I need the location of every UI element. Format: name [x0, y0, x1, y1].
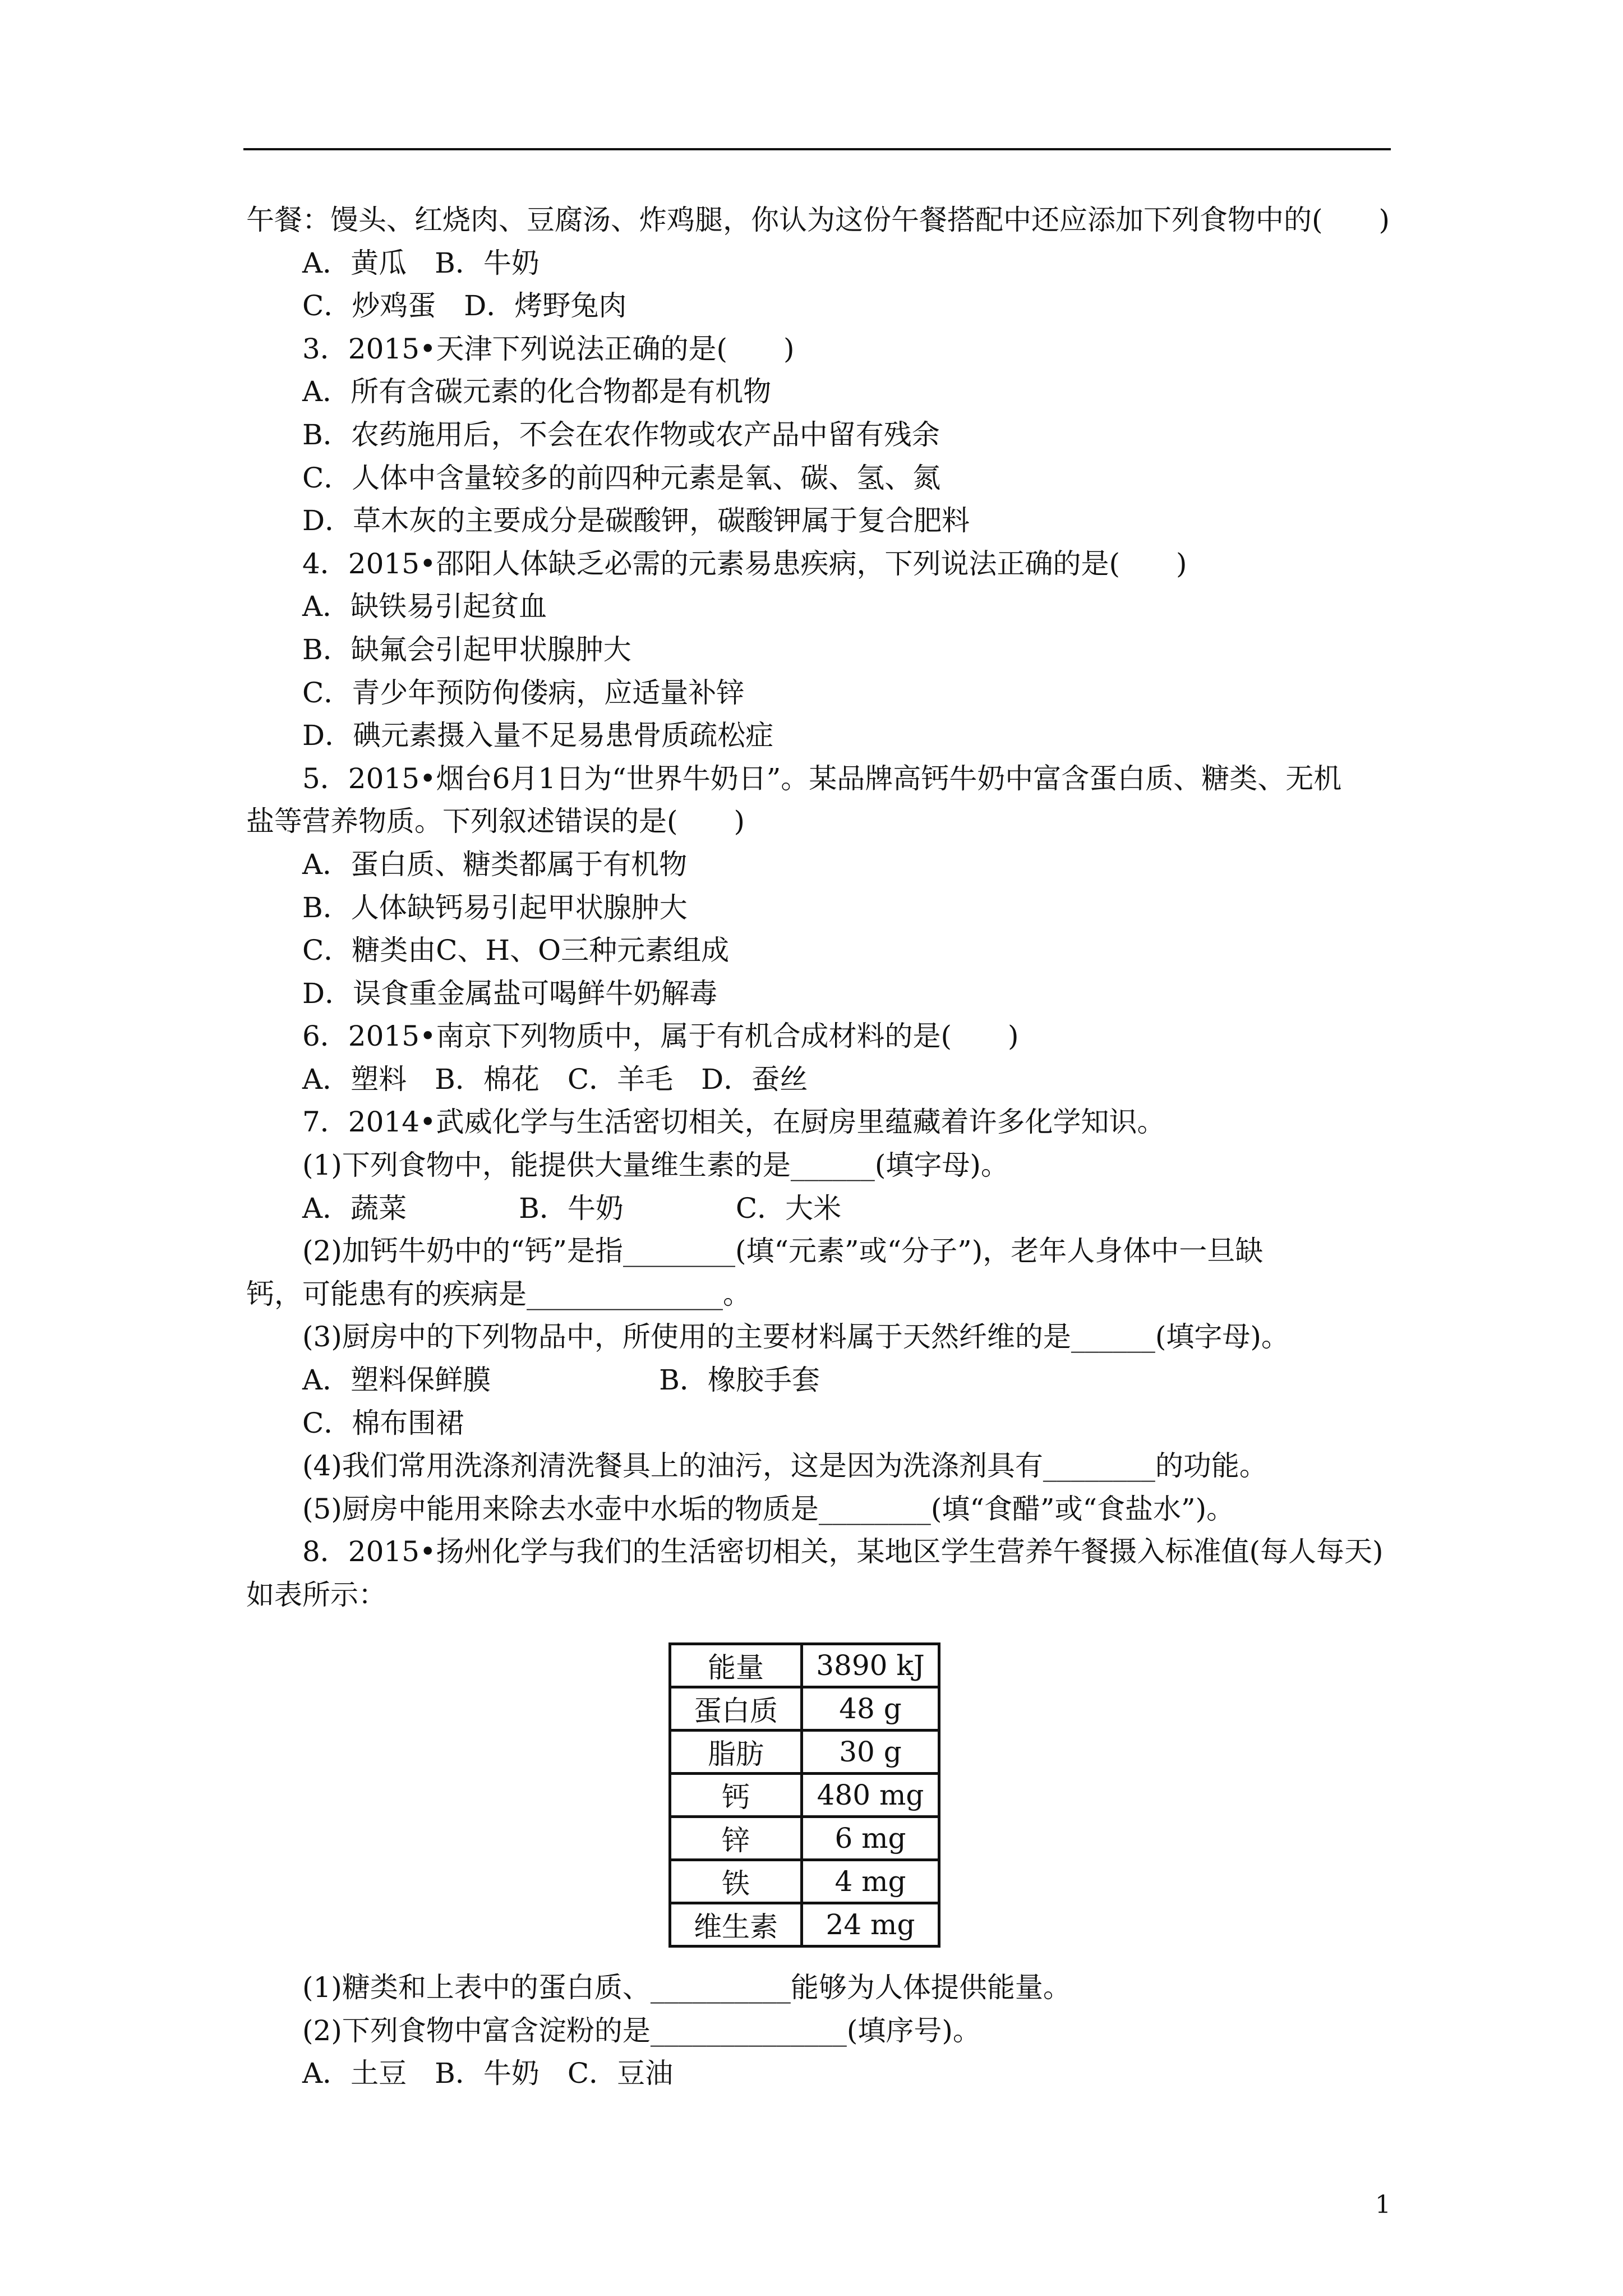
table-row: [670, 1687, 939, 1731]
text-line: B．缺氟会引起甲状腺肿大: [302, 633, 631, 666]
text-line: C．糖类由C、H、O三种元素组成: [302, 934, 730, 967]
text-line: 盐等营养物质。下列叙述错误的是( ): [246, 805, 745, 838]
text-line: D．碘元素摄入量不足易患骨质疏松症: [302, 719, 774, 752]
text-line: 4．2015•邵阳人体缺乏必需的元素易患疾病，下列说法正确的是( ): [302, 547, 1187, 580]
text-line: (2)加钙牛奶中的“钙”是指________(填“元素”或“分子”)，老年人身体中一旦缺: [302, 1235, 1264, 1268]
nutrient-name: 脂肪: [670, 1731, 802, 1774]
question-text: [246, 199, 1396, 1617]
nutrient-name: 钙: [670, 1774, 802, 1817]
nutrient-value: 48 g: [802, 1687, 939, 1731]
text-line: D．误食重金属盐可喝鲜牛奶解毒: [302, 977, 718, 1010]
text-line: 8．2015•扬州化学与我们的生活密切相关，某地区学生营养午餐摄入标准值(每人每天): [302, 1535, 1384, 1568]
text-line: A．所有含碳元素的化合物都是有机物: [302, 375, 772, 408]
text-line: B．人体缺钙易引起甲状腺肿大: [302, 891, 688, 924]
text-line: 午餐：馒头、红烧肉、豆腐汤、炸鸡腿，你认为这份午餐搭配中还应添加下列食物中的( ): [246, 204, 1390, 236]
nutrition-standard-table: [668, 1642, 940, 1948]
text-line: A．蛋白质、糖类都属于有机物: [302, 848, 688, 881]
text-line: B．农药施用后，不会在农作物或农产品中留有残余: [302, 418, 940, 451]
text-line: (2)下列食物中富含淀粉的是______________(填序号)。: [302, 2014, 981, 2047]
nutrient-name: 锌: [670, 1817, 802, 1860]
text-line: 钙，可能患有的疾病是______________。: [246, 1277, 751, 1310]
nutrient-name: 维生素: [670, 1903, 802, 1947]
nutrient-name: 能量: [670, 1644, 802, 1687]
header-rule: [243, 148, 1391, 150]
text-line: C．青少年预防佝偻病，应适量补锌: [302, 676, 745, 709]
text-line: (4)我们常用洗涤剂清洗餐具上的油污，这是因为洗涤剂具有________的功能。: [302, 1450, 1267, 1483]
text-line: (5)厨房中能用来除去水壶中水垢的物质是________(填“食醋”或“食盐水”)。: [302, 1492, 1235, 1525]
text-line: A．缺铁易引起贫血: [302, 590, 547, 623]
nutrient-value: 4 mg: [802, 1860, 939, 1903]
text-line: A．蔬菜 B．牛奶 C．大米: [302, 1191, 842, 1225]
text-line: (1)下列食物中，能提供大量维生素的是______(填字母)。: [302, 1149, 1009, 1182]
page-number: 1: [1375, 2191, 1391, 2219]
text-line: C．炒鸡蛋 D．烤野兔肉: [302, 289, 627, 323]
text-line: 7．2014•武威化学与生活密切相关，在厨房里蕴藏着许多化学知识。: [302, 1106, 1165, 1139]
text-line: (3)厨房中的下列物品中，所使用的主要材料属于天然纤维的是______(填字母)。: [302, 1320, 1289, 1354]
table-row: [670, 1903, 939, 1947]
text-line: C．人体中含量较多的前四种元素是氧、碳、氢、氮: [302, 461, 941, 494]
table-row: [670, 1731, 939, 1774]
text-line: A．塑料保鲜膜 B．橡胶手套: [302, 1364, 820, 1397]
text-line: D．草木灰的主要成分是碳酸钾，碳酸钾属于复合肥料: [302, 504, 970, 537]
text-line: 如表所示：: [246, 1579, 386, 1611]
text-line: (1)糖类和上表中的蛋白质、__________能够为人体提供能量。: [302, 1971, 1071, 2004]
question-8-subquestions: [246, 1966, 1396, 2095]
text-line: A．黄瓜 B．牛奶: [302, 246, 540, 279]
text-line: A．土豆 B．牛奶 C．豆油: [302, 2057, 674, 2090]
text-line: C．棉布围裙: [302, 1406, 464, 1439]
table-row: [670, 1774, 939, 1817]
nutrient-value: 480 mg: [802, 1774, 939, 1817]
text-line: 3．2015•天津下列说法正确的是( ): [302, 332, 795, 365]
nutrient-name: 蛋白质: [670, 1687, 802, 1731]
nutrient-value: 24 mg: [802, 1903, 939, 1947]
text-line: 5．2015•烟台6月1日为“世界牛奶日”。某品牌高钙牛奶中富含蛋白质、糖类、无机: [302, 762, 1342, 795]
text-line: 6．2015•南京下列物质中，属于有机合成材料的是( ): [302, 1020, 1019, 1053]
text-line: A．塑料 B．棉花 C．羊毛 D．蚕丝: [302, 1062, 808, 1096]
nutrient-name: 铁: [670, 1860, 802, 1903]
nutrient-value: 30 g: [802, 1731, 939, 1774]
nutrient-value: 3890 kJ: [802, 1644, 939, 1687]
table-row: [670, 1817, 939, 1860]
table-row: [670, 1644, 939, 1687]
table-row: [670, 1860, 939, 1903]
nutrient-value: 6 mg: [802, 1817, 939, 1860]
